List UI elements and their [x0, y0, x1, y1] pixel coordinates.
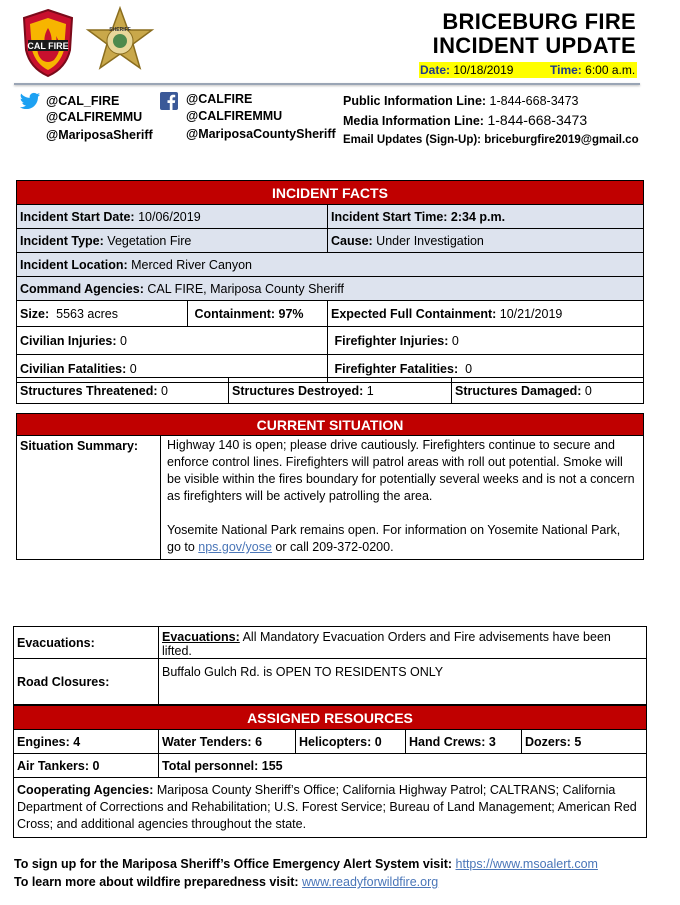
page-title — [433, 10, 636, 58]
dozers-cell — [522, 730, 647, 754]
road-closures-label: Road Closures: — [17, 674, 110, 689]
type-value: Vegetation Fire — [107, 233, 192, 248]
situation-summary-label: Situation Summary: — [20, 439, 139, 453]
destroyed-value: 1 — [366, 383, 374, 398]
public-info-label: Public Information Line: — [343, 94, 487, 108]
damaged-cell — [452, 378, 644, 404]
damaged-label: Structures Damaged: — [455, 383, 582, 398]
cause-cell — [328, 229, 644, 253]
start-date-label: Incident Start Date: — [20, 209, 135, 224]
helicopters-cell — [296, 730, 406, 754]
sheriff-badge-text: SHERIFF — [109, 27, 131, 33]
media-info-value: 1-844-668-3473 — [487, 112, 588, 128]
air-tankers-label: Air Tankers: 0 — [17, 758, 100, 773]
resources-table — [13, 705, 647, 838]
cause-value: Under Investigation — [376, 233, 484, 248]
engines-label: Engines: 4 — [17, 734, 81, 749]
full-containment-value: 10/21/2019 — [499, 306, 563, 321]
threatened-cell — [17, 378, 229, 404]
civilian-injuries-cell — [17, 327, 328, 355]
cooperating-agencies-cell — [14, 778, 647, 838]
size-cell — [17, 301, 188, 327]
type-label: Incident Type: — [20, 233, 104, 248]
start-time-cell — [328, 205, 644, 229]
helicopters-label: Helicopters: 0 — [299, 734, 382, 749]
damaged-value: 0 — [584, 383, 592, 398]
footer-line-1-text: To sign up for the Mariposa Sheriff’s Office Emergency Alert System visit: — [14, 857, 456, 871]
evacuations-table — [13, 626, 647, 705]
time-label: Time: — [550, 63, 582, 77]
public-info-value: 1-844-668-3473 — [489, 94, 579, 108]
situation-paragraph-1: Highway 140 is open; please drive cautiously. Firefighters continue to secure and enforce control lines. Firefighters will patrol areas with roll out potential. Smoke will be visible within the fires boundary for potentially several weeks and is not a concern as firefighters will be actively patrolling the area. — [167, 438, 635, 503]
ff-inj-value: 0 — [451, 333, 459, 348]
date-value: 10/18/2019 — [453, 63, 514, 77]
msoalert-link[interactable]: https://www.msoalert.com — [455, 857, 598, 871]
civ-inj-label: Civilian Injuries: — [20, 333, 117, 348]
date-time-bar — [419, 62, 637, 78]
cooperating-agencies-value: Mariposa County Sheriff’s Office; California Highway Patrol; CALTRANS; California Department of Corrections and Rehabilitation; U.S. Forest Service; Bureau of Land Management; American Red Cross; and additional agencies throughout the state. — [17, 783, 637, 831]
evacuations-inner-label: Evacuations: — [162, 630, 240, 644]
twitter-handle[interactable]: @CAL_FIRE — [46, 94, 120, 108]
ff-fat-label: Firefighter Fatalities: — [334, 361, 459, 376]
facebook-handle[interactable]: @CALFIREMMU — [186, 109, 283, 123]
containment-label: Containment: 97% — [194, 306, 304, 321]
twitter-icon — [19, 92, 41, 112]
road-closures-value: Buffalo Gulch Rd. is OPEN TO RESIDENTS ONLY — [162, 665, 444, 679]
destroyed-label: Structures Destroyed: — [232, 383, 364, 398]
destroyed-cell — [229, 378, 452, 404]
water-tenders-cell — [159, 730, 296, 754]
situation-paragraph-2-tail: or call 209-372-0200. — [271, 540, 394, 554]
location-value: Merced River Canyon — [131, 257, 253, 272]
footer-line-2-text: To learn more about wildfire preparedness visit: — [14, 875, 303, 889]
time-value: 6:00 a.m. — [585, 63, 636, 77]
start-date-value: 10/06/2019 — [138, 209, 201, 224]
email-value: briceburgfire2019@gmail.co — [484, 134, 639, 146]
evacuations-value: All Mandatory Evacuation Orders and Fire advisements have been lifted. — [162, 630, 611, 658]
twitter-handles — [46, 93, 153, 143]
agencies-value: CAL FIRE, Mariposa County Sheriff — [147, 281, 344, 296]
twitter-handle[interactable]: @CALFIREMMU — [46, 110, 143, 124]
facebook-handle[interactable]: @CALFIRE — [186, 92, 253, 106]
total-personnel-cell — [159, 754, 647, 778]
title-line-1: BRICEBURG FIRE — [442, 9, 636, 34]
situation-paragraph-2-text: Yosemite National Park remains open. For information on Yosemite National Park, go to — [167, 523, 621, 554]
start-time-label: Incident Start Time: 2:34 p.m. — [331, 209, 506, 224]
incident-facts-heading: INCIDENT FACTS — [17, 181, 644, 205]
engines-cell — [14, 730, 159, 754]
sheriff-badge — [84, 6, 156, 78]
threatened-value: 0 — [161, 383, 168, 398]
command-agencies-cell — [17, 277, 644, 301]
situation-summary-label-cell — [17, 436, 161, 560]
road-closures-label-cell — [14, 659, 159, 705]
civ-fat-label: Civilian Fatalities: — [20, 361, 127, 376]
civ-fat-value: 0 — [129, 361, 137, 376]
full-containment-cell — [328, 301, 644, 327]
location-cell — [17, 253, 644, 277]
email-label: Email Updates (Sign-Up): — [343, 134, 482, 146]
air-tankers-cell — [14, 754, 159, 778]
size-value: 5563 acres — [56, 306, 118, 321]
assigned-resources-heading: ASSIGNED RESOURCES — [14, 706, 647, 730]
footer — [14, 855, 598, 891]
facebook-icon — [160, 92, 178, 110]
current-situation-table — [16, 413, 644, 560]
ff-fat-value: 0 — [465, 361, 473, 376]
start-date-cell — [17, 205, 328, 229]
incident-type-cell — [17, 229, 328, 253]
containment-cell — [188, 301, 328, 327]
dozers-label: Dozers: 5 — [525, 734, 582, 749]
contact-info — [343, 92, 639, 150]
title-line-2: INCIDENT UPDATE — [432, 33, 636, 58]
facebook-handle[interactable]: @MariposaCountySheriff — [186, 127, 336, 141]
facebook-handles — [186, 91, 336, 142]
location-label: Incident Location: — [20, 257, 128, 272]
incident-facts-table — [16, 180, 644, 383]
calfire-logo — [20, 8, 76, 78]
firefighter-injuries-cell — [328, 327, 644, 355]
current-situation-heading: CURRENT SITUATION — [17, 414, 644, 436]
evacuations-label: Evacuations: — [17, 635, 95, 650]
total-personnel-label: Total personnel: 155 — [162, 758, 283, 773]
evacuations-value-cell — [159, 627, 647, 659]
cause-label: Cause: — [331, 233, 373, 248]
nps-link[interactable]: nps.gov/yose — [198, 540, 272, 554]
threatened-label: Structures Threatened: — [20, 383, 158, 398]
twitter-handle[interactable]: @MariposaSheriff — [46, 128, 153, 142]
media-info-label: Media Information Line: — [343, 114, 484, 128]
agencies-label: Command Agencies: — [20, 281, 144, 296]
size-label: Size: — [20, 306, 50, 321]
cooperating-agencies-label: Cooperating Agencies: — [17, 783, 154, 797]
evacuations-label-cell — [14, 627, 159, 659]
header-divider — [14, 83, 640, 85]
date-label: Date: — [420, 63, 451, 77]
hand-crews-cell — [406, 730, 522, 754]
situation-summary-cell — [161, 436, 644, 560]
water-tenders-label: Water Tenders: 6 — [162, 734, 263, 749]
situation-paragraph-2 — [167, 522, 637, 556]
readyforwildfire-link[interactable]: www.readyforwildfire.org — [302, 875, 439, 889]
ff-inj-label: Firefighter Injuries: — [334, 333, 449, 348]
hand-crews-label: Hand Crews: 3 — [409, 734, 496, 749]
structures-table — [16, 377, 644, 404]
road-closures-value-cell — [159, 659, 647, 705]
calfire-logo-text: CAL FIRE — [27, 41, 69, 51]
civ-inj-value: 0 — [120, 333, 127, 348]
full-containment-label: Expected Full Containment: — [331, 306, 497, 321]
